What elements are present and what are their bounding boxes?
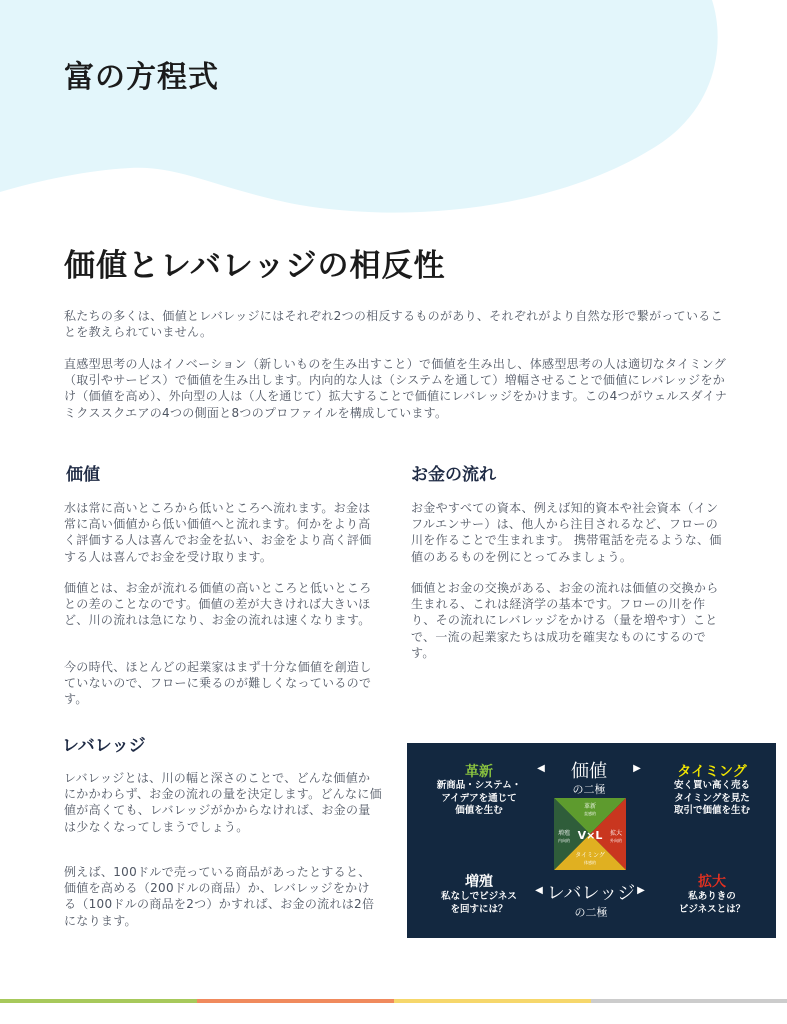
innovation-desc-line: 新商品・システム・	[436, 780, 522, 791]
square-right-label: 拡大	[609, 830, 623, 837]
leverage-axis-label: レバレッジ	[546, 883, 636, 904]
innovation-title: 革新	[465, 764, 493, 780]
leverage-axis-sub: の二極	[574, 906, 608, 919]
money-flow-paragraph-2: 価値とお金の交換がある、お金の流れは価値の交換から生まれる、これは経済学の基本です。フローの川を作り、その流れにレバレッジをかける（量を増やす）ことで、一流の起業家たちは成功を確実なものにするのです。	[411, 581, 719, 660]
page-title: 富の方程式	[64, 60, 219, 95]
amplify-title: 増殖	[465, 874, 493, 890]
value-axis-label: 価値	[571, 761, 607, 782]
amplify-desc-line: 私なしでビジネス	[441, 891, 517, 902]
section-title: 価値とレバレッジの相反性	[64, 248, 446, 284]
expand-description	[657, 891, 767, 916]
value-paragraph-2: 価値とは、お金が流れる価値の高いところと低いところとの差のことなのです。価値の差が大きければ大きいほど、川の流れは急になり、お金の流れは速くなります。	[64, 581, 372, 628]
money-flow-heading: お金の流れ	[411, 465, 496, 485]
expand-desc-line: ビジネスとは？	[678, 903, 746, 915]
money-flow-paragraph-1: お金やすべての資本、例えば知的資本や社会資本（インフルエンサー）は、他人から注目されるなど、フローの川を作ることで生まれます。 携帯電話を売るような、価値のあるものを例にとってみましょう。	[411, 501, 722, 564]
arrow-right-icon: ▶	[633, 763, 641, 774]
innovation-desc-line: 価値を生む	[455, 805, 503, 816]
value-heading: 価値	[66, 465, 100, 485]
timing-desc-line: 安く買い高く売る	[673, 780, 750, 791]
leverage-heading: レバレッジ	[62, 736, 146, 756]
timing-desc-line: タイミングを見た	[674, 792, 750, 804]
square-bottom-label: タイミング	[575, 852, 605, 859]
background-wave-shape	[0, 0, 787, 240]
timing-title: タイミング	[677, 764, 747, 780]
innovation-description	[423, 780, 535, 818]
arrow-right-icon: ▶	[637, 885, 645, 896]
amplify-desc-line: を回すには？	[450, 903, 508, 915]
square-left-sublabel: 内向的	[558, 838, 570, 843]
intro-paragraph-2: 直感型思考の人はイノベーション（新しいものを生み出すこと）で価値を生み出し、体感型思考の人は適切なタイミング（取引やサービス）で価値を生み出します。内向的な人は（システムを通して）増幅させることで価値にレバレッジをかけ（価値を高め）、外向型の人は（人を通じて）拡大することで価値にレバレッジをかけます。この4つがウェルスダイナミクススクエアの4つの側面と8つのプロファイルを構成しています。	[64, 357, 728, 420]
timing-description	[657, 780, 767, 818]
footer-bar-gray	[591, 999, 787, 1003]
square-formula: V×L	[577, 829, 603, 842]
square-right-sublabel: 外向的	[610, 838, 622, 843]
value-axis-sub: の二極	[572, 783, 606, 796]
square-bottom-sublabel: 体感的	[584, 860, 596, 865]
amplify-description	[423, 891, 535, 916]
timing-desc-line: 取引で価値を生む	[673, 805, 750, 816]
value-paragraph-3: 今の時代、ほとんどの起業家はまず十分な価値を創造していないので、フローに乗るのが難しくなっているのです。	[64, 660, 372, 707]
leverage-paragraph-2: 例えば、100ドルで売っている商品があったとすると、価値を高める（200ドルの商品）か、レバレッジをかける（100ドルの商品を2つ）かすれば、お金の流れは2倍になります。	[64, 865, 375, 928]
expand-title: 拡大	[698, 874, 726, 890]
intro-paragraph-1: 私たちの多くは、価値とレバレッジにはそれぞれ2つの相反するものがあり、それぞれがより自然な形で繋がっていることを教えられていません。	[64, 309, 723, 340]
arrow-left-icon: ◀	[537, 763, 545, 774]
innovation-desc-line: アイデアを通じて	[441, 792, 517, 804]
arrow-left-icon: ◀	[535, 885, 543, 896]
square-left-label: 増殖	[557, 830, 571, 837]
footer-bar-yellow	[394, 999, 591, 1003]
expand-desc-line: 私ありきの	[688, 891, 736, 902]
square-top-sublabel: 直感的	[584, 811, 596, 816]
square-top-label: 革新	[583, 803, 597, 810]
value-paragraph-1: 水は常に高いところから低いところへ流れます。お金は常に高い価値から低い価値へと流れます。何かをより高く評価する人は喜んでお金を払い、お金をより高く評価する人は喜んでお金を受け取ります。	[64, 501, 372, 564]
wealth-dynamics-diagram	[407, 743, 776, 938]
leverage-paragraph-1: レバレッジとは、川の幅と深さのことで、どんな価値かにかかわらず、お金の流れの量を決定します。どんなに価値が高くても、レバレッジがかからなければ、お金の量は少なくなってしまうでしょう。	[64, 771, 382, 834]
footer-bar-orange	[197, 999, 394, 1003]
footer-bar-green	[0, 999, 197, 1003]
wealth-square-graphic	[554, 798, 626, 870]
